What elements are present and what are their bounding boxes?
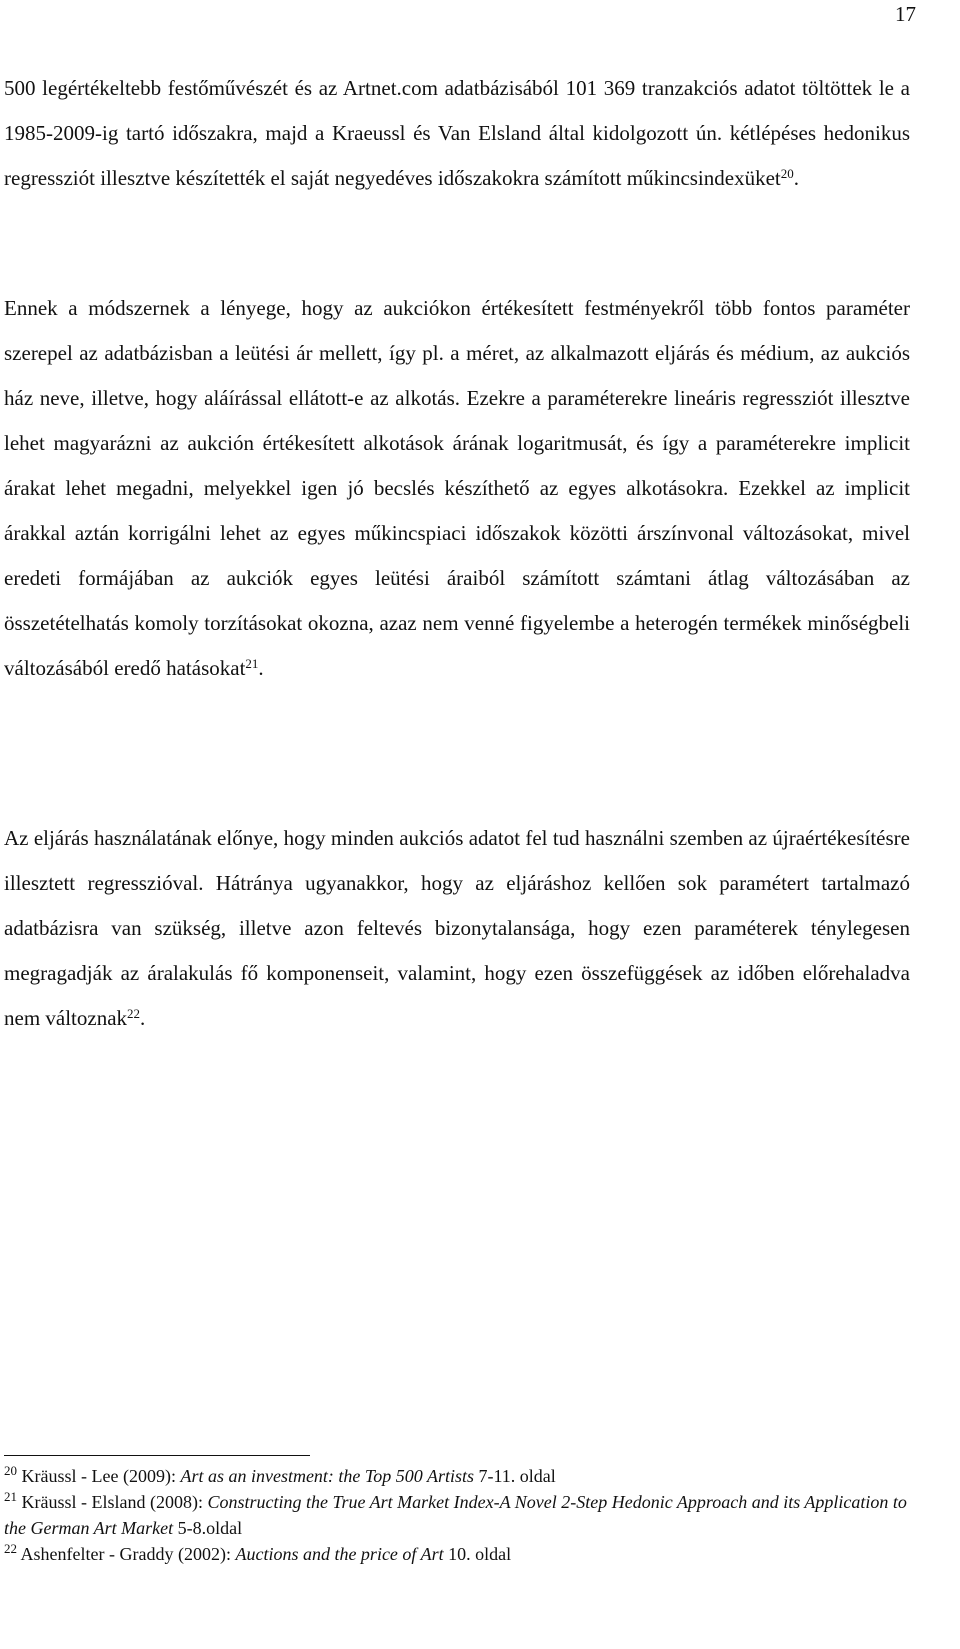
paragraph-end: . [793, 166, 799, 190]
footnote-reference[interactable]: 22 [127, 1006, 141, 1021]
footnote-title: Auctions and the price of Art [235, 1544, 444, 1564]
footnote-title: Art as an investment: the Top 500 Artists [180, 1466, 474, 1486]
footnote-authors: Kräussl - Elsland (2008): [21, 1492, 208, 1512]
page-number: 17 [895, 2, 916, 26]
paragraph-1 [4, 66, 910, 201]
paragraph-end: . [140, 1006, 146, 1030]
footnote [4, 1463, 924, 1489]
footnote-pages: 5-8.oldal [173, 1518, 243, 1538]
footnotes-section [4, 1463, 924, 1567]
paragraph-text: Ennek a módszernek a lényege, hogy az aukciókon értékesített festményekről több fontos paraméter szerepel az adatbázisban a leütési ár mellett, így pl. a méret, az alkalmazott eljárás és médium, az aukciós ház neve, illetve, hogy aláírással ellátott-e az alkotás. Ezekre a paraméterekre lineáris regressziót illesztve lehet magyarázni az aukción értékesített alkotások árának logaritmusát, és így a paraméterekre implicit árakat lehet megadni, melyekkel igen jó becslés készíthető az egyes alkotásokra. Ezekkel az implicit árakkal aztán korrigálni lehet az egyes műkincspiaci időszakok közötti árszínvonal változásokat, mivel eredeti formájában az aukciók egyes leütési áraiból számított számtani átlag változásában az összetételhatás komoly torzításokat okozna, azaz nem venné figyelembe a heterogén termékek minőségbeli változásából eredő hatásokat [4, 296, 910, 680]
footnote-number: 20 [4, 1463, 17, 1478]
footnote-authors: Ashenfelter - Graddy (2002): [20, 1544, 236, 1564]
paragraph-3 [4, 816, 910, 1041]
paragraph-text: 500 legértékeltebb festőművészét és az Artnet.com adatbázisából 101 369 tranzakciós adatot töltöttek le a 1985-2009-ig tartó időszakra, majd a Kraeussl és Van Elsland által kidolgozott ún. kétlépéses hedonikus regressziót illesztve készítették el saját negyedéves időszakokra számított műkincsindexüket [4, 76, 910, 190]
footnote-pages: 7-11. oldal [473, 1466, 556, 1486]
footnote [4, 1489, 924, 1541]
footnote-title: Constructing the True Art Market Index-A Novel 2-Step Hedonic Approach and its Application to the German Art Market [4, 1492, 907, 1538]
footnote-number: 22 [4, 1541, 17, 1556]
paragraph-end: . [258, 656, 264, 680]
footnote-reference[interactable]: 21 [245, 656, 259, 671]
footnote-separator [4, 1455, 310, 1456]
footnote [4, 1541, 924, 1567]
paragraph-2 [4, 286, 910, 691]
paragraph-text: Az eljárás használatának előnye, hogy minden aukciós adatot fel tud használni szemben az újraértékesítésre illesztett regresszióval. Hátránya ugyanakkor, hogy az eljáráshoz kellően sok paramétert tartalmazó adatbázisra van szükség, illetve azon feltevés bizonytalansága, hogy ezen paraméterek ténylegesen megragadják az áralakulás fő komponenseit, valamint, hogy ezen összefüggések az időben előrehaladva nem változnak [4, 826, 910, 1030]
footnote-pages: 10. oldal [443, 1544, 512, 1564]
footnote-reference[interactable]: 20 [780, 166, 794, 181]
footnote-number: 21 [4, 1489, 17, 1504]
footnote-authors: Kräussl - Lee (2009): [21, 1466, 181, 1486]
